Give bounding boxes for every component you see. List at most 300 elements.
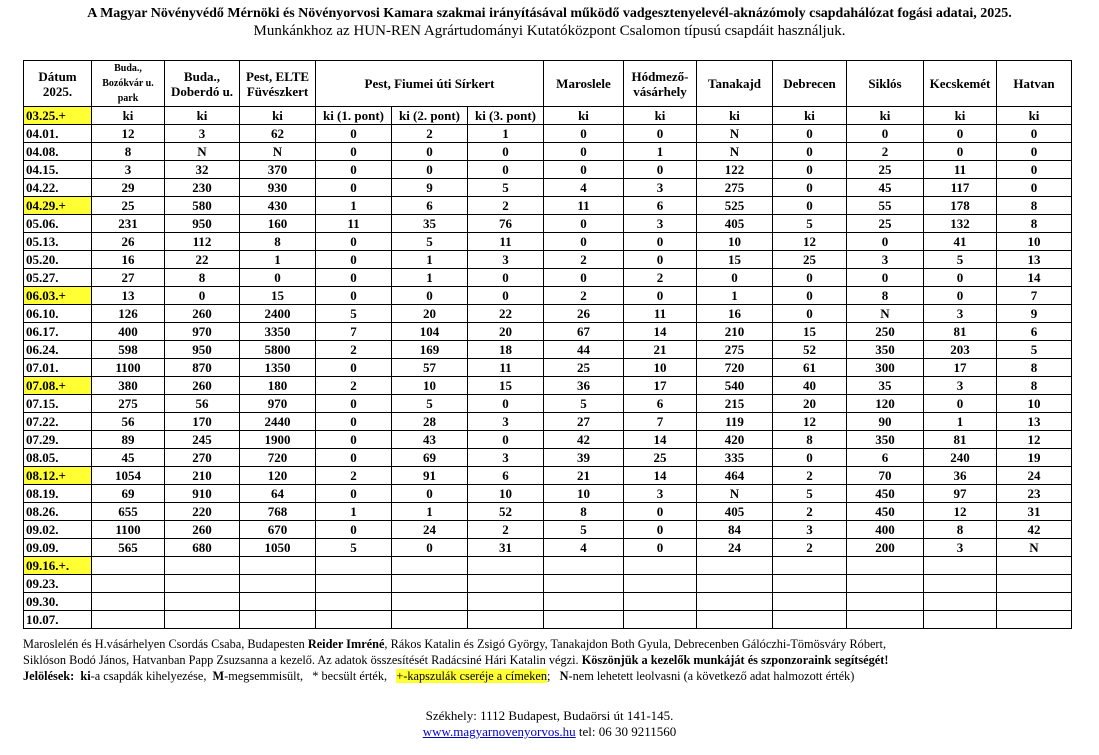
value-cell: [924, 575, 997, 593]
value-cell: 0: [392, 287, 468, 305]
value-cell: 5: [468, 179, 544, 197]
value-cell: 5: [773, 215, 847, 233]
value-cell: 275: [697, 179, 773, 197]
value-cell: 8: [997, 197, 1072, 215]
col-header-doberdo-line2: Doberdó u.: [170, 83, 234, 99]
subheader-cell: ki: [924, 107, 997, 125]
value-cell: 28: [392, 413, 468, 431]
value-cell: 0: [316, 251, 392, 269]
value-cell: 405: [697, 503, 773, 521]
value-cell: 0: [544, 233, 624, 251]
value-cell: 950: [165, 341, 240, 359]
value-cell: [316, 611, 392, 629]
table-row: [24, 269, 1072, 287]
value-cell: [624, 611, 697, 629]
value-cell: 335: [697, 449, 773, 467]
subheader-cell: ki: [240, 107, 316, 125]
value-cell: [392, 593, 468, 611]
value-cell: 0: [624, 125, 697, 143]
value-cell: 5: [392, 395, 468, 413]
date-cell: 06.10.: [24, 305, 92, 323]
date-cell: 04.22.: [24, 179, 92, 197]
value-cell: 2: [773, 467, 847, 485]
col-header-doberdo: [165, 61, 240, 107]
value-cell: 0: [468, 269, 544, 287]
table-row: [24, 413, 1072, 431]
value-cell: 5: [773, 485, 847, 503]
value-cell: 680: [165, 539, 240, 557]
col-header-hatvan: Hatvan: [997, 61, 1072, 107]
value-cell: 6: [468, 467, 544, 485]
value-cell: 81: [924, 431, 997, 449]
value-cell: 11: [316, 215, 392, 233]
value-cell: 52: [773, 341, 847, 359]
value-cell: 56: [165, 395, 240, 413]
legend-plus: +-kapszulák cseréje a címeken: [396, 669, 547, 683]
value-cell: 0: [624, 539, 697, 557]
value-cell: 260: [165, 377, 240, 395]
value-cell: 14: [624, 431, 697, 449]
value-cell: 4: [544, 539, 624, 557]
value-cell: 970: [165, 323, 240, 341]
value-cell: 245: [165, 431, 240, 449]
value-cell: 0: [997, 143, 1072, 161]
subheader-cell: ki: [773, 107, 847, 125]
value-cell: 0: [240, 269, 316, 287]
value-cell: 0: [316, 521, 392, 539]
value-cell: 3: [924, 539, 997, 557]
value-cell: 9: [997, 305, 1072, 323]
value-cell: [392, 611, 468, 629]
table-row: [24, 593, 1072, 611]
table-row: [24, 575, 1072, 593]
value-cell: 8: [544, 503, 624, 521]
value-cell: 0: [392, 143, 468, 161]
value-cell: 0: [847, 125, 924, 143]
value-cell: 2: [392, 125, 468, 143]
date-cell: 05.27.: [24, 269, 92, 287]
value-cell: 7: [316, 323, 392, 341]
date-cell: 04.08.: [24, 143, 92, 161]
col-header-bozokvar: [92, 61, 165, 107]
footer-line-2: [23, 652, 1083, 668]
table-row: [24, 233, 1072, 251]
subheader-row: [24, 107, 1072, 125]
date-cell: 06.17.: [24, 323, 92, 341]
value-cell: 0: [697, 269, 773, 287]
value-cell: 120: [847, 395, 924, 413]
value-cell: 97: [924, 485, 997, 503]
value-cell: 91: [392, 467, 468, 485]
value-cell: 420: [697, 431, 773, 449]
value-cell: 0: [165, 287, 240, 305]
date-cell: 07.08.+: [24, 377, 92, 395]
value-cell: 10: [624, 359, 697, 377]
col-header-datum-line1: Dátum: [38, 68, 77, 84]
value-cell: 0: [624, 521, 697, 539]
value-cell: 2: [847, 143, 924, 161]
value-cell: 1: [924, 413, 997, 431]
value-cell: 3: [847, 251, 924, 269]
value-cell: 0: [997, 161, 1072, 179]
value-cell: 200: [847, 539, 924, 557]
value-cell: [847, 611, 924, 629]
value-cell: 42: [997, 521, 1072, 539]
value-cell: 231: [92, 215, 165, 233]
value-cell: [697, 575, 773, 593]
value-cell: 12: [92, 125, 165, 143]
value-cell: 45: [847, 179, 924, 197]
value-cell: 2: [316, 467, 392, 485]
value-cell: 2: [544, 287, 624, 305]
col-header-hodmezo-line1: Hódmező-: [631, 68, 689, 84]
date-cell: 08.05.: [24, 449, 92, 467]
page-subtitle: Munkánkhoz az HUN-REN Agrártudományi Kutatóközpont Csalomon típusú csapdáit használjuk.: [253, 23, 846, 39]
header-row: [24, 61, 1072, 107]
phone-text: tel: 06 30 9211560: [575, 724, 677, 739]
value-cell: 0: [316, 125, 392, 143]
value-cell: [624, 557, 697, 575]
value-cell: [773, 611, 847, 629]
value-cell: 11: [544, 197, 624, 215]
value-cell: 8: [773, 431, 847, 449]
value-cell: 8: [924, 521, 997, 539]
value-cell: 0: [924, 269, 997, 287]
legend-m-key: M: [212, 669, 225, 683]
value-cell: 15: [697, 251, 773, 269]
value-cell: 90: [847, 413, 924, 431]
value-cell: [847, 575, 924, 593]
value-cell: 81: [924, 323, 997, 341]
table-row: [24, 197, 1072, 215]
value-cell: [997, 611, 1072, 629]
value-cell: [165, 593, 240, 611]
value-cell: 25: [544, 359, 624, 377]
value-cell: [997, 575, 1072, 593]
value-cell: 0: [624, 161, 697, 179]
value-cell: 2: [468, 197, 544, 215]
value-cell: 370: [240, 161, 316, 179]
value-cell: 89: [92, 431, 165, 449]
value-cell: 0: [624, 503, 697, 521]
value-cell: 29: [92, 179, 165, 197]
value-cell: 580: [165, 197, 240, 215]
value-cell: 0: [624, 251, 697, 269]
value-cell: 720: [697, 359, 773, 377]
value-cell: 26: [92, 233, 165, 251]
value-cell: 1: [316, 197, 392, 215]
value-cell: 1: [240, 251, 316, 269]
value-cell: 32: [165, 161, 240, 179]
value-cell: 1: [392, 269, 468, 287]
value-cell: 598: [92, 341, 165, 359]
subheader-cell: ki (3. pont): [468, 107, 544, 125]
value-cell: 22: [468, 305, 544, 323]
date-cell: 09.23.: [24, 575, 92, 593]
value-cell: 19: [997, 449, 1072, 467]
col-header-doberdo-line1: Buda.,: [183, 68, 221, 84]
footer-line-1: [23, 636, 1083, 652]
value-cell: [468, 557, 544, 575]
value-cell: [165, 611, 240, 629]
table-row: [24, 431, 1072, 449]
date-cell: 09.16.+.: [24, 557, 92, 575]
value-cell: 350: [847, 431, 924, 449]
value-cell: [92, 557, 165, 575]
subheader-cell: ki: [697, 107, 773, 125]
date-cell: 05.06.: [24, 215, 92, 233]
value-cell: 3: [624, 485, 697, 503]
value-cell: 52: [468, 503, 544, 521]
value-cell: 400: [847, 521, 924, 539]
legend-label: Jelölések:: [23, 669, 75, 683]
value-cell: 215: [697, 395, 773, 413]
footer-text: Maroslelén és H.vásárhelyen Csordás Csaba, Budapesten: [23, 637, 308, 651]
value-cell: [544, 557, 624, 575]
value-cell: 21: [624, 341, 697, 359]
value-cell: 8: [240, 233, 316, 251]
value-cell: 31: [997, 503, 1072, 521]
value-cell: 132: [924, 215, 997, 233]
value-cell: 0: [392, 485, 468, 503]
value-cell: 6: [624, 197, 697, 215]
first-date-cell: 03.25.+: [24, 107, 92, 125]
value-cell: 870: [165, 359, 240, 377]
value-cell: N: [697, 125, 773, 143]
value-cell: 3: [165, 125, 240, 143]
col-header-elte-line1: Pest, ELTE: [245, 68, 310, 84]
date-cell: 07.15.: [24, 395, 92, 413]
value-cell: 11: [468, 233, 544, 251]
value-cell: 3: [924, 377, 997, 395]
value-cell: 0: [847, 233, 924, 251]
value-cell: 910: [165, 485, 240, 503]
value-cell: [316, 593, 392, 611]
value-cell: 3: [773, 521, 847, 539]
value-cell: 3: [924, 305, 997, 323]
value-cell: 16: [697, 305, 773, 323]
value-cell: 0: [316, 233, 392, 251]
value-cell: 464: [697, 467, 773, 485]
value-cell: 25: [847, 161, 924, 179]
value-cell: 178: [924, 197, 997, 215]
value-cell: [468, 575, 544, 593]
value-cell: 5800: [240, 341, 316, 359]
value-cell: 69: [392, 449, 468, 467]
value-cell: 12: [997, 431, 1072, 449]
table-row: [24, 557, 1072, 575]
value-cell: 35: [392, 215, 468, 233]
value-cell: 10: [468, 485, 544, 503]
value-cell: [624, 593, 697, 611]
value-cell: 2: [544, 251, 624, 269]
value-cell: 0: [773, 197, 847, 215]
value-cell: 15: [773, 323, 847, 341]
date-cell: 06.24.: [24, 341, 92, 359]
value-cell: 430: [240, 197, 316, 215]
value-cell: 14: [624, 467, 697, 485]
col-header-kecskemet: Kecskemét: [924, 61, 997, 107]
table-row: [24, 125, 1072, 143]
value-cell: [997, 557, 1072, 575]
value-cell: 8: [92, 143, 165, 161]
value-cell: 44: [544, 341, 624, 359]
value-cell: 10: [997, 233, 1072, 251]
value-cell: 12: [773, 233, 847, 251]
value-cell: 3: [468, 413, 544, 431]
value-cell: 35: [847, 377, 924, 395]
value-cell: 10: [544, 485, 624, 503]
date-cell: 07.01.: [24, 359, 92, 377]
value-cell: 10: [997, 395, 1072, 413]
value-cell: 230: [165, 179, 240, 197]
website-link[interactable]: www.magyarnovenyorvos.hu: [422, 724, 576, 739]
value-cell: 930: [240, 179, 316, 197]
date-cell: 08.26.: [24, 503, 92, 521]
value-cell: 260: [165, 305, 240, 323]
value-cell: 240: [924, 449, 997, 467]
value-cell: 3: [468, 449, 544, 467]
col-header-fiumei: Pest, Fiumei úti Sírkert: [316, 61, 544, 107]
value-cell: 13: [92, 287, 165, 305]
value-cell: 275: [697, 341, 773, 359]
table-row: [24, 251, 1072, 269]
date-cell: 09.30.: [24, 593, 92, 611]
value-cell: 0: [316, 287, 392, 305]
value-cell: [240, 611, 316, 629]
legend-n-key: N: [559, 669, 569, 683]
value-cell: 26: [544, 305, 624, 323]
value-cell: 5: [544, 521, 624, 539]
value-cell: 21: [544, 467, 624, 485]
value-cell: 76: [468, 215, 544, 233]
value-cell: 5: [316, 305, 392, 323]
legend-star: * becsült érték,: [312, 669, 388, 683]
value-cell: 10: [697, 233, 773, 251]
value-cell: 6: [847, 449, 924, 467]
value-cell: 0: [392, 161, 468, 179]
value-cell: N: [847, 305, 924, 323]
value-cell: 0: [773, 449, 847, 467]
table-row: [24, 179, 1072, 197]
value-cell: 9: [392, 179, 468, 197]
table-row: [24, 323, 1072, 341]
value-cell: 20: [392, 305, 468, 323]
value-cell: 0: [773, 143, 847, 161]
value-cell: 0: [544, 143, 624, 161]
value-cell: 27: [92, 269, 165, 287]
value-cell: 203: [924, 341, 997, 359]
value-cell: 6: [624, 395, 697, 413]
table-row: [24, 359, 1072, 377]
value-cell: 8: [997, 215, 1072, 233]
value-cell: [468, 593, 544, 611]
value-cell: 400: [92, 323, 165, 341]
value-cell: 67: [544, 323, 624, 341]
value-cell: 0: [924, 125, 997, 143]
value-cell: 12: [924, 503, 997, 521]
value-cell: 0: [997, 179, 1072, 197]
table-body: [24, 125, 1072, 629]
value-cell: 11: [624, 305, 697, 323]
value-cell: 5: [392, 233, 468, 251]
value-cell: 25: [773, 251, 847, 269]
value-cell: 25: [847, 215, 924, 233]
value-cell: 17: [924, 359, 997, 377]
date-cell: 09.09.: [24, 539, 92, 557]
value-cell: 2: [624, 269, 697, 287]
value-cell: 1900: [240, 431, 316, 449]
value-cell: 768: [240, 503, 316, 521]
value-cell: [165, 575, 240, 593]
value-cell: 540: [697, 377, 773, 395]
page-title: A Magyar Növényvédő Mérnöki és Növényorvosi Kamara szakmai irányításával működő vadgesztenyelevél-aknázómoly csapdahálózat fogási adatai, 2025.: [87, 6, 1012, 21]
value-cell: 18: [468, 341, 544, 359]
value-cell: 565: [92, 539, 165, 557]
table-row: [24, 485, 1072, 503]
value-cell: [165, 557, 240, 575]
value-cell: 0: [316, 395, 392, 413]
value-cell: 1: [392, 251, 468, 269]
address-line: Székhely: 1112 Budapest, Budaörsi út 141-145.: [425, 708, 674, 723]
col-header-elte-line2: Füvészkert: [246, 83, 309, 99]
value-cell: [316, 575, 392, 593]
date-cell: 04.01.: [24, 125, 92, 143]
value-cell: 0: [316, 161, 392, 179]
value-cell: N: [997, 539, 1072, 557]
value-cell: 8: [997, 359, 1072, 377]
value-cell: N: [240, 143, 316, 161]
value-cell: 0: [316, 359, 392, 377]
value-cell: 122: [697, 161, 773, 179]
value-cell: 0: [773, 179, 847, 197]
value-cell: 0: [316, 449, 392, 467]
col-header-bozokvar-line3: park: [117, 93, 139, 104]
date-cell: 04.29.+: [24, 197, 92, 215]
value-cell: 210: [165, 467, 240, 485]
value-cell: 270: [165, 449, 240, 467]
value-cell: 0: [924, 395, 997, 413]
legend-n-text: -nem lehetett leolvasni (a következő adat halmozott érték): [568, 669, 855, 683]
value-cell: N: [697, 485, 773, 503]
value-cell: [697, 611, 773, 629]
value-cell: 300: [847, 359, 924, 377]
value-cell: 117: [924, 179, 997, 197]
value-cell: 20: [773, 395, 847, 413]
table-row: [24, 143, 1072, 161]
value-cell: 0: [997, 125, 1072, 143]
value-cell: 62: [240, 125, 316, 143]
value-cell: 24: [997, 467, 1072, 485]
value-cell: [847, 593, 924, 611]
table-row: [24, 341, 1072, 359]
value-cell: 0: [544, 215, 624, 233]
value-cell: 350: [847, 341, 924, 359]
value-cell: 84: [697, 521, 773, 539]
date-cell: 10.07.: [24, 611, 92, 629]
value-cell: [924, 557, 997, 575]
value-cell: 55: [847, 197, 924, 215]
value-cell: 42: [544, 431, 624, 449]
value-cell: 0: [316, 431, 392, 449]
value-cell: 3: [468, 251, 544, 269]
value-cell: 5: [997, 341, 1072, 359]
value-cell: 2: [316, 377, 392, 395]
footer-thanks: Köszönjük a kezelők munkáját és szponzoraink segítségét!: [581, 653, 889, 667]
value-cell: 69: [92, 485, 165, 503]
value-cell: 720: [240, 449, 316, 467]
value-cell: 0: [847, 269, 924, 287]
